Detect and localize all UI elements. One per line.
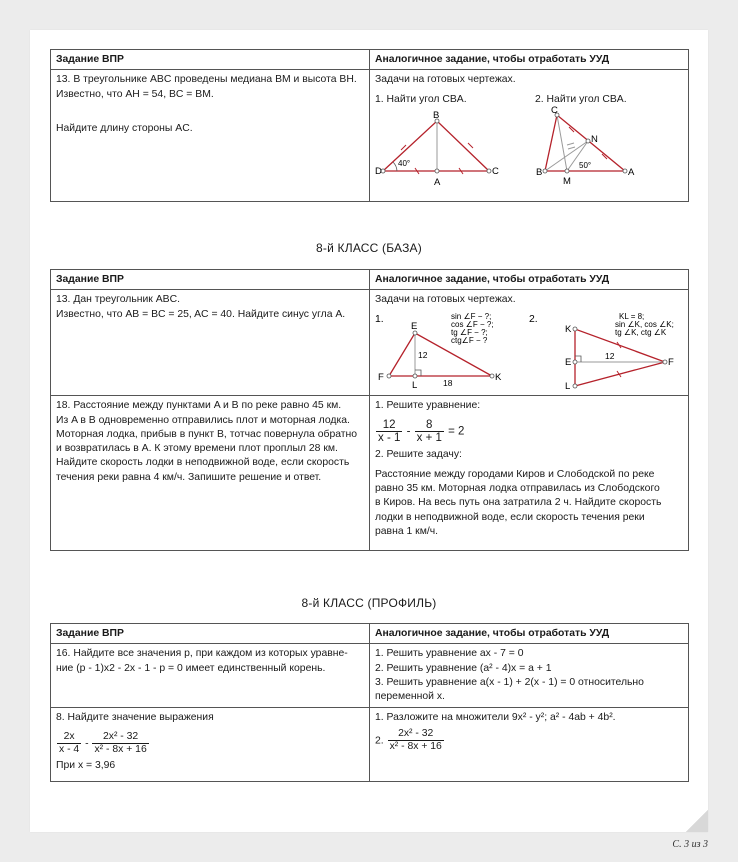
task-cell — [51, 70, 370, 202]
task-line: и возвратилась в A. К этому времени плот проплыл 28 км. — [56, 443, 338, 455]
question-cos: cos ∠F − ?; — [451, 319, 494, 329]
task-line: 13. В треугольнике ABC проведены медиана BM и высота BH. — [56, 74, 357, 86]
label-f: F — [378, 371, 384, 383]
fraction: $\frac{2x}{x - 4}$ — [59, 730, 80, 755]
header-analog: Аналогичное задание, чтобы отработать УУД — [370, 624, 689, 644]
label-a: A — [434, 176, 441, 188]
header-task: Задание ВПР — [51, 50, 370, 70]
section-title-profile: 8-й КЛАСС (ПРОФИЛЬ) — [301, 596, 437, 610]
fraction: $\frac{12}{x - 1}$ — [378, 418, 401, 444]
analog-question-1: 1. Решите уравнение: — [375, 400, 481, 412]
label-e: E — [565, 356, 572, 368]
label-n: N — [591, 133, 598, 145]
analog-text-line: Расстояние между городами Киров и Слободской по реке — [375, 468, 655, 480]
analog-cell — [370, 396, 689, 551]
task-line: При x = 3,96 — [56, 759, 116, 771]
label-m: M — [563, 175, 571, 187]
document-page — [30, 30, 708, 832]
section-title-base: 8-й КЛАСС (БАЗА) — [316, 241, 422, 255]
figure-triangle-efk — [378, 312, 502, 391]
label-k: K — [495, 371, 502, 383]
task-cell — [51, 290, 370, 396]
task-cell — [51, 644, 370, 708]
triangle-figures-2 — [375, 308, 680, 390]
angle-label: 50° — [579, 160, 592, 170]
fraction: $\frac{8}{x + 1}$ — [416, 418, 442, 444]
figure-triangle-klf — [565, 312, 674, 392]
header-task: Задание ВПР — [51, 270, 370, 290]
analog-intro: Задачи на готовых чертежах. — [375, 74, 516, 86]
table-vpr-7 — [50, 49, 689, 202]
page-corner-fold — [686, 810, 708, 832]
task-line: Моторная лодка, прибыв в пункт B, тотчас повернула обратно — [56, 428, 358, 440]
label-b: B — [433, 109, 440, 121]
analog-question-2: 2. Решите задачу: — [375, 448, 462, 460]
label-k: K — [565, 323, 572, 335]
question-ctg: ctg∠F − ? — [451, 335, 488, 345]
task-line: Найдите скорость лодки в неподвижной воде, если скорость — [56, 457, 350, 469]
task-line: 18. Расстояние между пунктами A и B по реке равно 45 км. — [56, 400, 342, 412]
question-kl: KL = 8; — [619, 311, 645, 321]
task-line: течения реки равна 4 км/ч. Запишите решение и ответ. — [56, 471, 322, 483]
fraction: $\frac{\text{2x² - 32}}{\text{x² - 8x + 16}}$ — [94, 730, 147, 755]
task-cell — [51, 396, 370, 551]
angle-label: 40° — [398, 158, 411, 168]
analog-expression: 2. $\frac{\text{2x² - 32}}{\text{x² - 8x + 16}}$ — [375, 727, 442, 752]
table-base — [50, 269, 689, 551]
analog-line: 1. Решить уравнение ax - 7 = 0 — [375, 648, 524, 660]
task-line: Известно, что AH = 54, BC = BM. — [56, 88, 214, 100]
header-analog: Аналогичное задание, чтобы отработать УУД — [370, 50, 689, 70]
page-number: С. 3 из 3 — [672, 839, 708, 850]
label-l: L — [565, 380, 571, 392]
analog-text-line: в Киров. На весь путь она затратила 2 ч. Найдите скорость — [375, 497, 662, 509]
task-cell — [51, 708, 370, 782]
task-line: 16. Найдите все значения p, при каждом из которых уравне- — [56, 648, 348, 660]
analog-line: переменной x. — [375, 691, 445, 703]
fraction: $\frac{\text{2x² - 32}}{\text{x² - 8x + 16}}$ — [389, 727, 442, 752]
label-d: D — [375, 165, 382, 177]
task-line: Из A в B одновременно отправились плот и моторная лодка. — [56, 414, 350, 426]
task-line: Известно, что AB = BC = 25, AC = 40. Найдите синус угла A. — [56, 308, 346, 320]
figure-number-2: 2. — [529, 313, 538, 325]
figure-number-1: 1. — [375, 313, 384, 325]
question-sin-cos: sin ∠K, cos ∠K; — [615, 319, 674, 329]
equation: $\frac{12}{x - 1}$ - $\frac{8}{x + 1}$ = 2 — [378, 418, 465, 444]
task-line: 13. Дан треугольник ABC. — [56, 294, 180, 306]
figure-triangle-dbc — [375, 110, 499, 188]
label-a: A — [628, 166, 635, 178]
label-f: F — [668, 356, 674, 368]
analog-intro: Задачи на готовых чертежах. — [375, 294, 516, 306]
header-task: Задание ВПР — [51, 624, 370, 644]
label-c: C — [492, 165, 499, 177]
question-tg-ctg: tg ∠K, ctg ∠K — [615, 327, 667, 337]
analog-cell — [370, 708, 689, 782]
side-label-12: 12 — [605, 350, 615, 361]
analog-text-line: лодки в неподвижной воде, если скорость течения реки — [375, 511, 645, 523]
label-e: E — [411, 320, 418, 332]
expression: $\frac{2x}{x - 4}$ - $\frac{\text{2x² - 32}}{\text{x² - 8x + 16}}$ — [59, 730, 147, 755]
analog-line: 1. Разложите на множители 9x² - y²; a² - 4ab + 4b². — [375, 712, 616, 724]
analog-text-line: равно 35 км. Моторная лодка отправилась из Слободского — [375, 483, 660, 495]
label-b: B — [536, 166, 543, 178]
analog-line: 2. Решить уравнение (a² - 4)x = a + 1 — [375, 662, 552, 674]
question-sin: sin ∠F − ?; — [451, 311, 492, 321]
analog-line: 3. Решить уравнение a(x - 1) + 2(x - 1) = 0 относительно — [375, 676, 644, 688]
label-l: L — [412, 379, 418, 391]
analog-question-2: 2. Найти угол CBA. — [535, 93, 627, 105]
analog-cell — [370, 70, 689, 202]
table-profile — [50, 623, 689, 782]
question-tg: tg ∠F − ?; — [451, 327, 488, 337]
analog-cell — [370, 290, 689, 396]
header-analog: Аналогичное задание, чтобы отработать УУД — [370, 270, 689, 290]
side-label-12: 12 — [418, 349, 428, 360]
analog-text-line: равна 1 км/ч. — [375, 526, 439, 538]
side-label-18: 18 — [443, 377, 453, 388]
task-line: 8. Найдите значение выражения — [56, 712, 214, 724]
analog-cell — [370, 644, 689, 708]
analog-question-1: 1. Найти угол CBA. — [375, 93, 467, 105]
triangle-figures-1 — [375, 104, 675, 193]
label-c: C — [551, 104, 558, 116]
task-line: Найдите длину стороны AC. — [56, 122, 193, 134]
task-line: ние (p - 1)x2 - 2x - 1 - p = 0 имеет единственный корень. — [56, 662, 326, 674]
figure-triangle-bca — [536, 105, 635, 187]
